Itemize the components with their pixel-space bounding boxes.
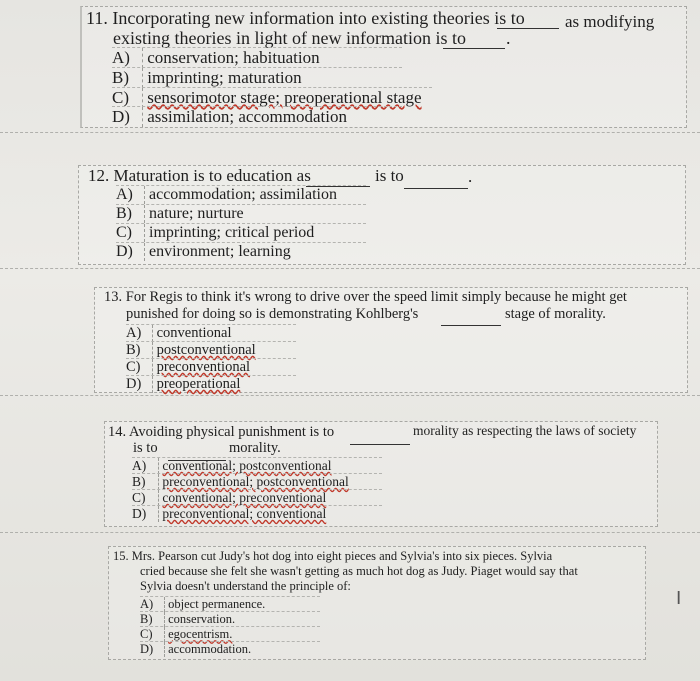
choice-letter: C): [112, 88, 143, 108]
choice-letter: A): [116, 186, 145, 204]
q12-number: 12.: [88, 166, 110, 185]
choice-text: preoperational: [156, 376, 241, 392]
q12-choice-b[interactable]: [116, 204, 366, 223]
q11-stem-line2: existing theories in light of new information is to: [113, 28, 466, 48]
q11-choice-b[interactable]: [112, 67, 402, 88]
q12-choice-d[interactable]: [116, 242, 366, 261]
q13-line1: [104, 289, 627, 306]
q13-line2: [126, 306, 418, 323]
q12-stem: Maturation is to education as: [113, 166, 311, 185]
choice-letter: B): [126, 342, 153, 359]
choice-letter: B): [112, 68, 143, 88]
choice-letter: D): [116, 243, 145, 261]
choice-letter: D): [140, 642, 165, 657]
q15-choice-b[interactable]: [140, 611, 320, 627]
divider: [0, 132, 700, 133]
q15-choice-d[interactable]: [140, 641, 320, 657]
choice-letter: A): [132, 458, 159, 474]
divider: [0, 268, 700, 269]
q14-choice-c[interactable]: [132, 489, 382, 506]
q14-stem-line2: is to: [133, 440, 158, 456]
choice-letter: A): [112, 48, 143, 68]
q13-stem-line2: punished for doing so is demonstrating Kohlberg's: [126, 306, 419, 322]
q11-stem-line1: Incorporating new information into existing theories is to: [112, 8, 525, 28]
q12-choice-a[interactable]: [116, 185, 366, 204]
choice-text: sensorimotor stage; preoperational stage: [147, 88, 422, 107]
choice-text: postconventional: [156, 342, 256, 358]
q11-blank-2: [443, 34, 505, 49]
q11-line2: [113, 28, 466, 49]
q13-line2-end: stage of morality.: [505, 306, 606, 322]
divider: [0, 532, 700, 533]
q13-number: 13.: [104, 289, 123, 305]
choice-text: imprinting; maturation: [147, 68, 302, 87]
q11-choice-a[interactable]: [112, 47, 402, 68]
choice-letter: A): [140, 597, 165, 612]
q12-line1: [88, 166, 311, 186]
q11-choice-d[interactable]: [112, 106, 402, 127]
q11-number: 11.: [86, 8, 108, 28]
q15-line3: [140, 579, 351, 594]
q11-period: .: [506, 28, 511, 48]
choice-text: preconventional; postconventional: [162, 474, 349, 489]
q11-choice-c[interactable]: [112, 87, 432, 108]
q14-number: 14.: [108, 424, 127, 440]
q13-stem-line1: For Regis to think it's wrong to drive over the speed limit simply because he might get: [125, 289, 627, 305]
q13-choice-a[interactable]: [126, 324, 296, 342]
choice-letter: B): [140, 612, 165, 627]
choice-letter: C): [126, 359, 153, 376]
q15-number: 15.: [113, 549, 129, 563]
q12-blank-2: [404, 174, 468, 189]
q12-choice-c[interactable]: [116, 223, 366, 242]
choice-letter: C): [116, 224, 145, 242]
choice-letter: B): [116, 205, 145, 223]
choice-text: conventional: [156, 325, 232, 341]
choice-letter: D): [126, 376, 153, 393]
q13-choice-b[interactable]: [126, 341, 296, 359]
choice-text: conventional; preconventional: [162, 490, 327, 505]
choice-letter: C): [132, 490, 159, 506]
q14-stem-line1: Avoiding physical punishment is to: [128, 424, 335, 440]
choice-text: preconventional; conventional: [162, 506, 327, 521]
choice-letter: D): [132, 506, 159, 522]
q14-line2: [133, 440, 158, 457]
choice-text: conservation; habituation: [147, 48, 320, 67]
q14-line1-end: morality as respecting the laws of society: [413, 423, 637, 438]
q15-choice-c[interactable]: [140, 626, 320, 642]
q14-choice-b[interactable]: [132, 473, 382, 490]
choice-letter: C): [140, 627, 165, 642]
choice-text: preconventional: [156, 359, 251, 375]
q15-stem-line3: Sylvia doesn't understand the principle of:: [140, 579, 351, 593]
choice-text: egocentrism.: [168, 627, 233, 641]
q11-line1-end: as modifying: [565, 12, 655, 31]
choice-text: conventional; postconventional: [162, 458, 332, 473]
q13-blank: [441, 311, 501, 326]
choice-text: object permanence.: [168, 597, 266, 611]
q14-choice-d[interactable]: [132, 505, 382, 522]
choice-text: conservation.: [168, 612, 236, 626]
divider: [0, 395, 700, 396]
q13-choice-d[interactable]: [126, 375, 296, 393]
choice-text: accommodation; assimilation: [149, 186, 337, 203]
choice-letter: D): [112, 107, 143, 127]
q12-mid: is to: [375, 166, 404, 185]
q15-choice-a[interactable]: [140, 596, 320, 612]
text-cursor-icon: I: [676, 588, 682, 609]
choice-text: nature; nurture: [149, 205, 244, 222]
q15-line1: [113, 549, 552, 564]
choice-letter: A): [126, 325, 153, 342]
q15-stem-line2: cried because she felt she wasn't getting as much hot dog as Judy. Piaget would say that: [140, 564, 578, 578]
q15-line2: [140, 564, 578, 579]
choice-text: accommodation.: [168, 642, 252, 656]
q14-line1: [108, 424, 334, 441]
choice-letter: B): [132, 474, 159, 490]
q15-stem-line1: Mrs. Pearson cut Judy's hot dog into eight pieces and Sylvia's into six pieces. Sylvia: [131, 549, 553, 563]
q12-period: .: [468, 167, 473, 186]
q14-choice-a[interactable]: [132, 457, 382, 474]
q11-line1: [86, 8, 525, 29]
q14-line2-end: morality.: [229, 440, 281, 456]
q13-choice-c[interactable]: [126, 358, 296, 376]
q14-blank-1: [350, 430, 410, 445]
choice-text: environment; learning: [149, 243, 291, 260]
choice-text: imprinting; critical period: [149, 224, 315, 241]
choice-text: assimilation; accommodation: [147, 107, 347, 126]
